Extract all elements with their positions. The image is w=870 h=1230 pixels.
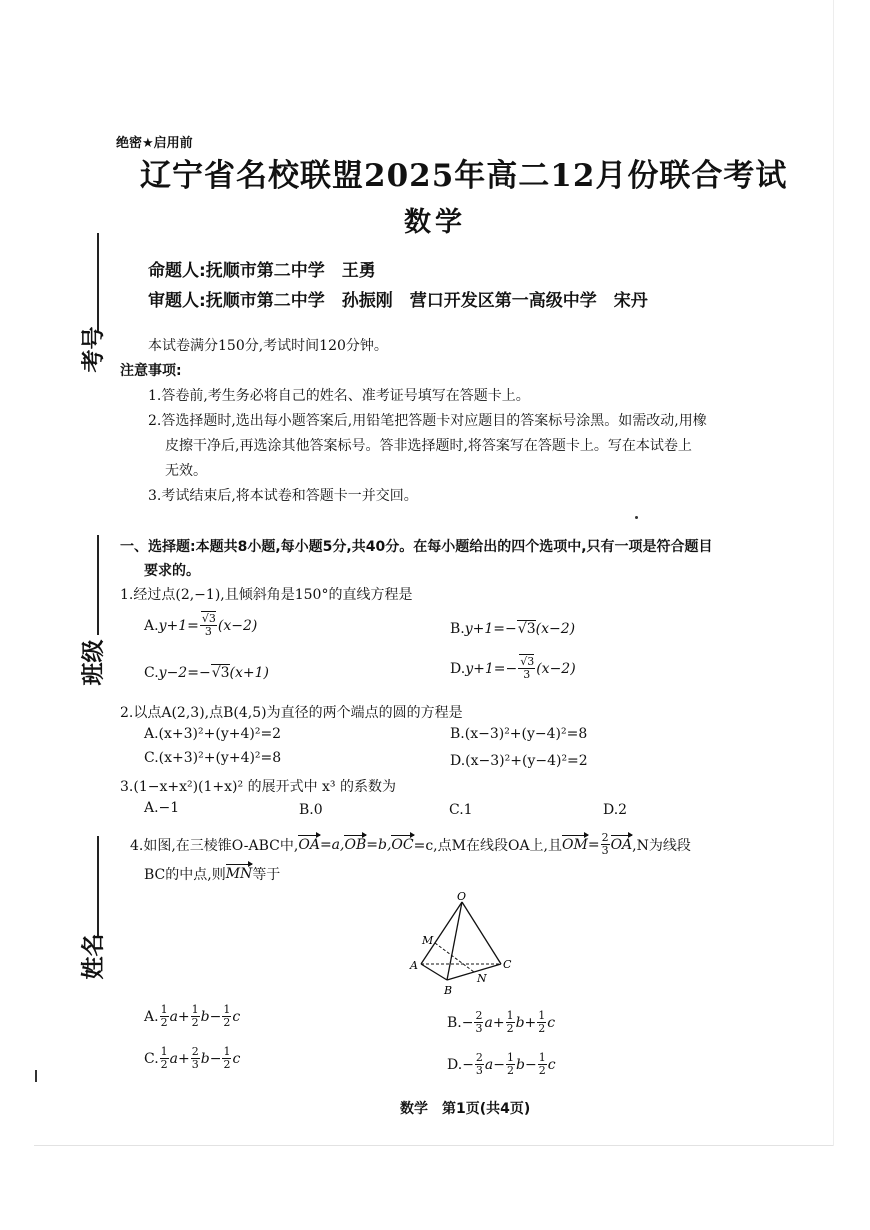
exam-title: 辽宁省名校联盟2025年高二12月份联合考试 [140, 158, 788, 194]
q1-d-label: D. [450, 660, 466, 677]
secret-tag: 绝密★启用前 [116, 136, 193, 151]
q4-d-f2d: 2 [507, 1064, 514, 1077]
q4-c-frac-3 [222, 1046, 231, 1071]
q4-vec-oa: OA [298, 836, 320, 853]
q1-a-frac [200, 613, 217, 638]
q4-a-label: A. [144, 1008, 159, 1025]
q4-option-a [144, 1004, 240, 1029]
score-time: 本试卷满分150分,考试时间120分钟。 [148, 338, 388, 354]
tetrahedron-figure [405, 888, 525, 998]
q1-option-a [144, 613, 257, 638]
q1-b-post: (x−2) [535, 620, 576, 637]
q2-option-b: B.(x−3)²+(y−4)²=8 [450, 726, 588, 742]
q4-option-d [447, 1052, 556, 1077]
q4-om-frac [601, 832, 610, 857]
label-n: N [477, 972, 487, 985]
q4-c-frac-2 [191, 1046, 200, 1071]
q3-stem: 3.(1−x+x²)(1+x)² 的展开式中 x³ 的系数为 [120, 779, 396, 795]
q4-c-t1: a+ [169, 1050, 190, 1067]
q2-option-c: C.(x+3)²+(y+4)²=8 [144, 750, 282, 766]
q2-stem: 2.以点A(2,3),点B(4,5)为直径的两个端点的圆的方程是 [120, 705, 463, 721]
q1-c-rad: √ 3 [211, 664, 230, 681]
q3-option-b: B.0 [299, 802, 323, 818]
notice-2a: 2.答选择题时,选出每小题答案后,用铅笔把答题卡对应题目的答案标号涂黑。如需改动,用橡 [148, 413, 707, 429]
q4-c-f2n: 2 [191, 1045, 199, 1058]
q4-a-f1d: 2 [160, 1016, 168, 1029]
q4-b-label: B. [447, 1014, 462, 1031]
q1-a-label: A. [144, 617, 159, 634]
q4-oc-eq: =c,点M在线段OA上,且 [413, 837, 563, 854]
q4-a-f2d: 2 [191, 1016, 199, 1029]
exam-no-label: 考号 [80, 326, 107, 373]
q1-a-den: 3 [204, 625, 212, 638]
q3-option-c: C.1 [449, 802, 473, 818]
segment-mn [435, 943, 474, 972]
q2-option-a: A.(x+3)²+(y+4)²=2 [144, 726, 282, 742]
q1-d-post: (x−2) [536, 660, 576, 677]
edge-ab [421, 964, 447, 980]
margin-mark [35, 1070, 37, 1082]
paper-right-edge [833, 0, 834, 1146]
q1-a-num: √ 3 [201, 611, 216, 625]
q4-d-f3n: 1 [538, 1051, 546, 1064]
q4-a-frac-2 [191, 1004, 200, 1029]
stray-dot [635, 516, 638, 519]
q4-b-sign: − [461, 1014, 474, 1031]
paper-bottom-edge [34, 1145, 834, 1146]
q4-a-f3d: 2 [223, 1016, 231, 1029]
q4-a-f1n: 1 [160, 1003, 168, 1016]
page-footer: 数学 第1页(共4页) [400, 1101, 531, 1117]
name-label: 姓名 [80, 933, 107, 980]
q4-c-f3d: 2 [223, 1058, 231, 1071]
q4-d-label: D. [447, 1056, 463, 1073]
section-1-line-2: 要求的。 [144, 563, 200, 579]
label-m: M [422, 934, 434, 947]
q4-stem-line-2 [144, 864, 280, 884]
notice-1: 1.答卷前,考生务必将自己的姓名、准考证号填写在答题卡上。 [148, 388, 530, 404]
q4-d-t3: c [547, 1056, 556, 1073]
q4-b-frac-3 [537, 1010, 546, 1035]
q4-a-t1: a+ [169, 1008, 190, 1025]
notice-3: 3.考试结束后,将本试卷和答题卡一并交回。 [148, 488, 418, 504]
q4-d-frac-1 [475, 1052, 484, 1077]
q1-d-den: 3 [523, 668, 531, 681]
q1-stem: 1.经过点(2,−1),且倾斜角是150°的直线方程是 [120, 587, 413, 603]
q4-a-frac-1 [160, 1004, 169, 1029]
q1-option-d [450, 656, 576, 681]
q4-a-f3n: 1 [223, 1003, 231, 1016]
q1-c-label: C. [144, 664, 159, 681]
name-line [97, 836, 99, 936]
q4-b-f2n: 1 [506, 1009, 514, 1022]
q4-d-sign: − [462, 1056, 474, 1073]
q4-d-frac-2 [506, 1052, 515, 1077]
q4-d-f1d: 3 [475, 1064, 483, 1077]
q4-b-f3n: 1 [538, 1009, 546, 1022]
subject-title: 数学 [404, 207, 466, 238]
q4-b-t3: c [547, 1014, 556, 1031]
q4-d-f1n: 2 [475, 1051, 483, 1064]
q4-stem-2: BC的中点,则 [144, 867, 226, 883]
q4-ob-eq: =b, [366, 836, 392, 853]
label-b: B [444, 984, 453, 997]
author-line: 命题人:抚顺市第二中学 王勇 [148, 261, 376, 281]
q4-b-frac-1 [474, 1010, 483, 1035]
q4-vec-oa-2: OA [610, 836, 633, 853]
label-o: O [457, 890, 467, 903]
q4-b-frac-2 [506, 1010, 515, 1035]
q4-stem-line-1 [130, 832, 691, 857]
q4-c-f1n: 1 [160, 1045, 168, 1058]
q4-c-t2: b− [200, 1050, 222, 1067]
edge-oc [462, 902, 501, 964]
q4-vec-ob: OB [344, 836, 367, 853]
q1-c-post: (x+1) [229, 664, 269, 681]
label-a: A [410, 959, 418, 972]
q1-c-pre: y−2=− [158, 664, 211, 681]
q4-vec-om: OM [562, 836, 588, 853]
q4-a-f2n: 1 [191, 1003, 199, 1016]
q4-om-eq: = [587, 836, 600, 853]
q4-b-t2: b+ [515, 1014, 537, 1031]
q4-b-f1n: 2 [475, 1009, 483, 1022]
exam-no-line [97, 233, 99, 333]
q4-om-num: 2 [601, 831, 609, 844]
q4-d-f2n: 1 [507, 1051, 514, 1064]
label-c: C [503, 958, 512, 971]
q4-b-t1: a+ [484, 1014, 505, 1031]
reviewer-line: 审题人:抚顺市第二中学 孙振刚 营口开发区第一高级中学 宋丹 [148, 291, 648, 311]
q2-option-d: D.(x−3)²+(y−4)²=2 [450, 753, 588, 769]
q4-c-f1d: 2 [160, 1058, 168, 1071]
q1-b-rad: √ 3 [517, 620, 536, 637]
q4-b-f3d: 2 [538, 1022, 546, 1035]
q1-d-num: √ 3 [519, 654, 534, 668]
class-label: 班级 [80, 639, 107, 686]
q1-d-pre: y+1=− [465, 660, 518, 677]
q1-a-post: (x−2) [217, 617, 258, 634]
q4-a-t2: b− [200, 1008, 222, 1025]
class-line [97, 535, 99, 635]
q4-n-text: ,N为线段 [632, 837, 691, 854]
q1-d-frac [518, 656, 535, 681]
q4-a-frac-3 [222, 1004, 231, 1029]
q3-option-d: D.2 [603, 802, 628, 818]
q1-b-pre: y+1=− [464, 620, 517, 637]
notice-title: 注意事项: [120, 363, 182, 379]
notice-2c: 无效。 [165, 463, 207, 479]
q4-c-f3n: 1 [223, 1045, 231, 1058]
q3-option-a: A.−1 [144, 800, 180, 816]
q4-stem-1: 4.如图,在三棱锥O-ABC中, [130, 837, 299, 854]
q4-b-f2d: 2 [506, 1022, 514, 1035]
q4-d-t2: b− [516, 1056, 537, 1073]
q4-d-t1: a− [484, 1056, 505, 1073]
notice-2b: 皮擦干净后,再选涂其他答案标号。答非选择题时,将答案写在答题卡上。写在本试卷上 [165, 438, 692, 454]
q4-c-frac-1 [160, 1046, 169, 1071]
q4-option-b [447, 1010, 555, 1035]
q4-vec-oc: OC [391, 836, 414, 853]
q4-stem-2-end: 等于 [252, 867, 281, 883]
q4-d-frac-3 [538, 1052, 547, 1077]
q4-a-t3: c [232, 1008, 241, 1025]
q4-d-f3d: 2 [538, 1064, 546, 1077]
q1-option-b [450, 620, 575, 637]
q4-vec-mn: MN [225, 866, 253, 882]
q4-option-c [144, 1046, 240, 1071]
q4-oa-eq: =a, [319, 836, 345, 853]
q4-c-label: C. [144, 1050, 159, 1067]
q4-c-f2d: 3 [191, 1058, 199, 1071]
q1-option-c [144, 664, 269, 681]
q4-b-f1d: 3 [475, 1022, 483, 1035]
q4-c-t3: c [232, 1050, 241, 1067]
q1-a-pre: y+1= [158, 617, 199, 634]
q4-om-den: 3 [601, 844, 609, 857]
q1-b-label: B. [450, 620, 465, 637]
section-1-line-1: 一、选择题:本题共8小题,每小题5分,共40分。在每小题给出的四个选项中,只有一项是符合题目 [120, 539, 713, 555]
